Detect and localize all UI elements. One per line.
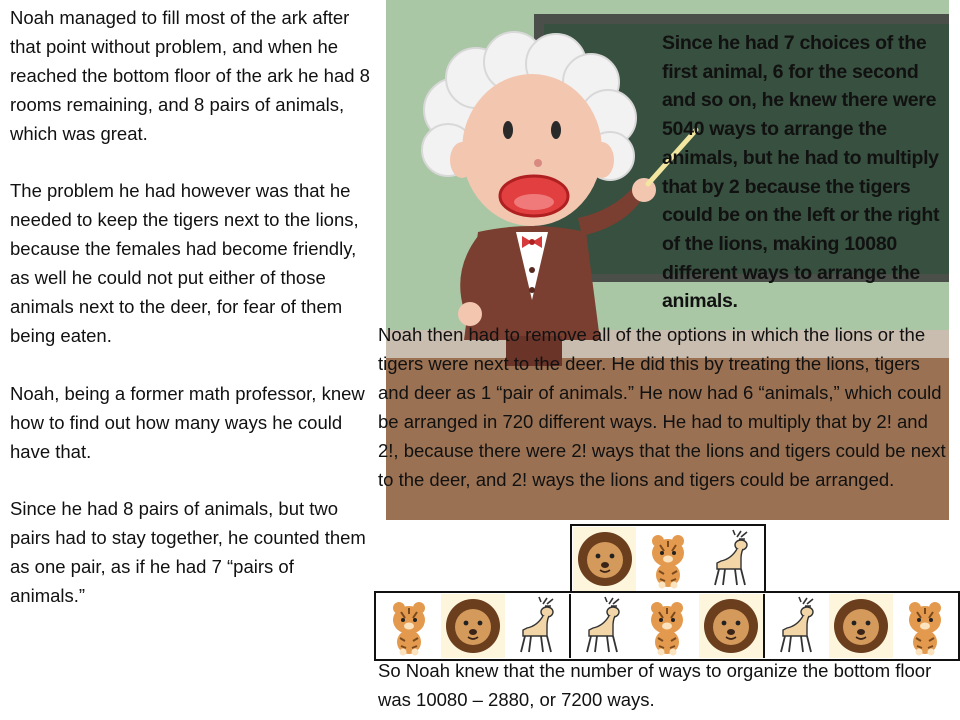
lion-image: [573, 527, 636, 591]
professor-eye-right: [551, 121, 561, 139]
story-paragraph-1: Noah managed to fill most of the ark after that point without problem, and when he reached the bottom floor of the ark he had 8 rooms remaining, and 8 pairs of animals, which was great.: [10, 7, 370, 144]
tiger-image: [377, 594, 441, 658]
deer-image: [505, 594, 569, 658]
lion-image: [441, 594, 505, 658]
deer-image: [571, 594, 635, 658]
conclusion-text: So Noah knew that the number of ways to organize the bottom floor was 10080 – 2880, or 7200 ways.: [378, 660, 932, 710]
professor-eye-left: [503, 121, 513, 139]
tiger-image: [636, 527, 699, 591]
story-paragraph-4: Since he had 8 pairs of animals, but two pairs had to stay together, he counted them as one pair, as if he had 7 “pairs of animals.”: [10, 498, 366, 607]
arrangement-row: [374, 591, 960, 661]
middle-paragraph: Noah then had to remove all of the options in which the lions or the tigers were next to the deer. He did this by treating the lions, tigers and deer as 1 “pair of animals.” He now had 6 “animals,” which could be arranged in 720 different ways. He had to multiply that by 2! and 2!, because there were 2! ways that the lions and tigers could be next to the deer, and 2! ways the lions and tigers could be arranged.: [378, 324, 946, 490]
tiger-image: [893, 594, 957, 658]
lion-image: [829, 594, 893, 658]
story-paragraph-3: Noah, being a former math professor, knew how to find out how many ways he could have that.: [10, 382, 365, 462]
deer-image: [765, 594, 829, 658]
deer-image: [700, 527, 763, 591]
arrangement-top: [570, 524, 766, 594]
left-story-column: [10, 4, 372, 640]
story-paragraph-2: The problem he had however was that he needed to keep the tigers next to the lions, because the females had become friendly, as well he could not put either of those animals next to the deer, for fear of them being eaten.: [10, 180, 359, 346]
lion-image: [699, 594, 763, 658]
tiger-image: [635, 594, 699, 658]
chalkboard-text: Since he had 7 choices of the first animal, 6 for the second and so on, he knew there were 5040 ways to arrange the animals, but he had to multiply that by 2 because the tigers could be on the left or the right of the lions, making 10080 different ways to arrange the animals.: [662, 32, 940, 313]
